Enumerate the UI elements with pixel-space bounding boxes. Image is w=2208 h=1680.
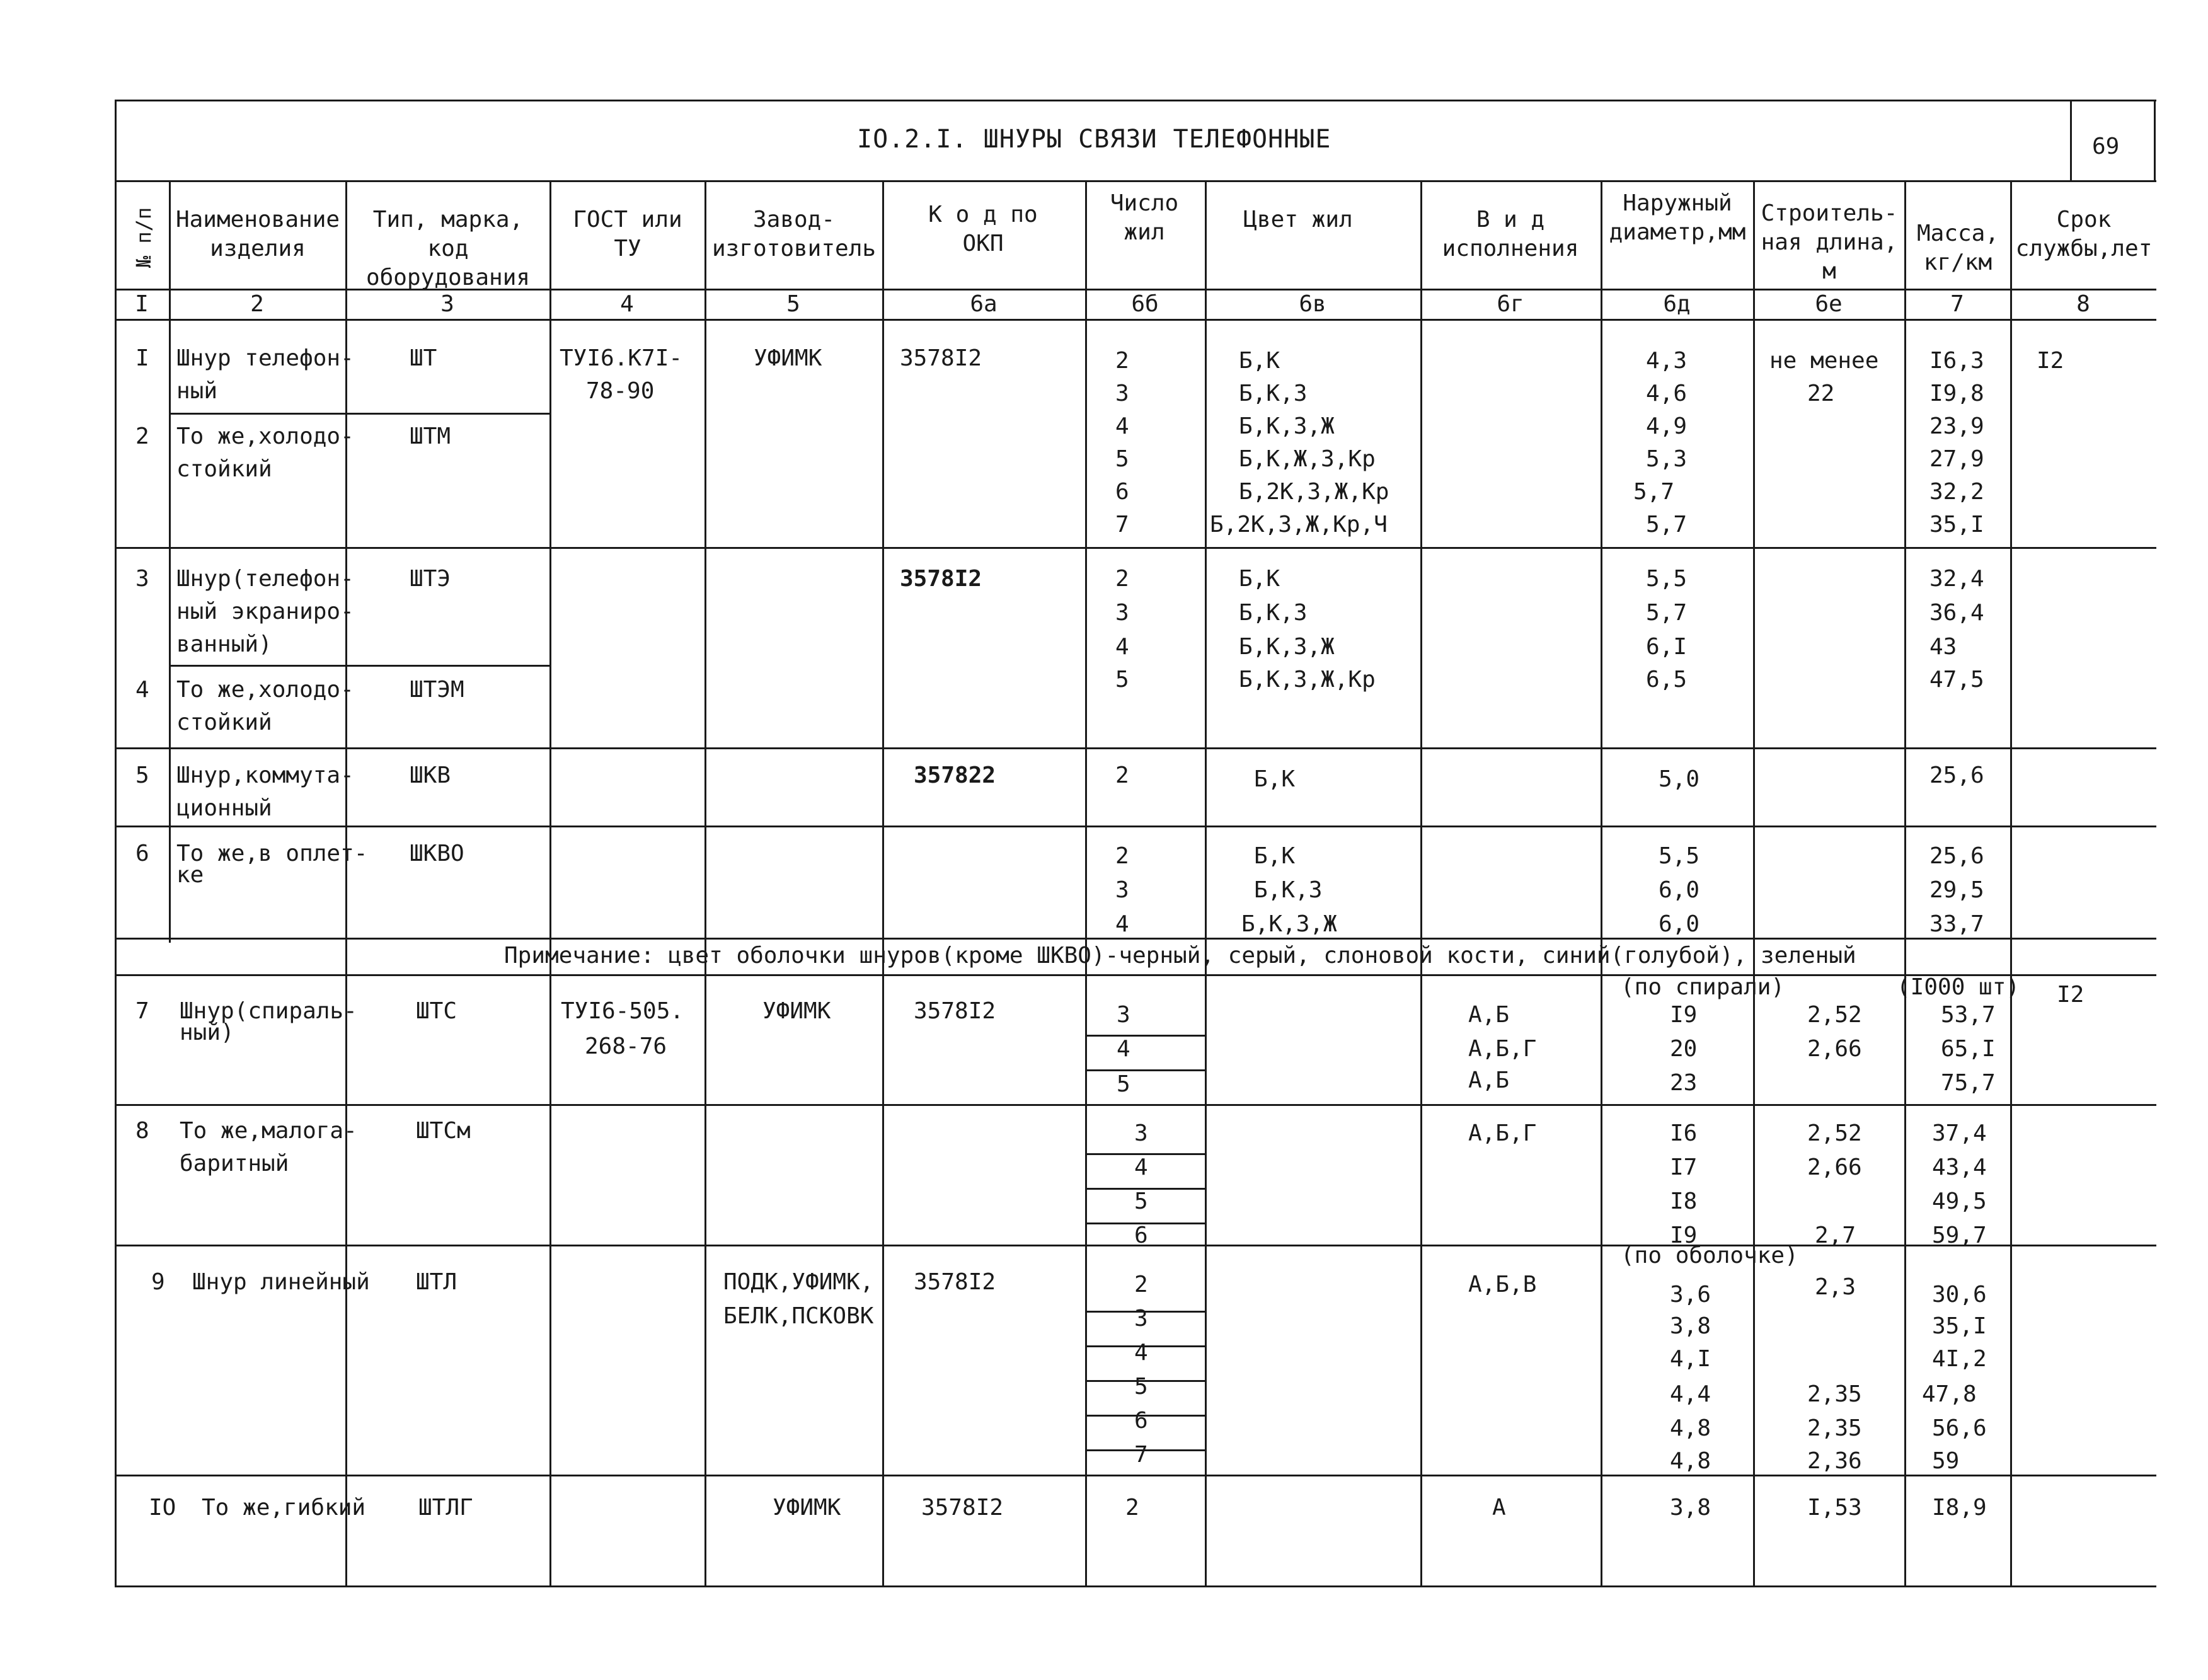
diameter: 3,6: [1670, 1282, 1711, 1308]
core-colors: Б,К,З,Ж: [1239, 413, 1335, 439]
diameter: 5,3: [1646, 446, 1688, 472]
mass: 47,5: [1929, 667, 1984, 693]
product-name: То же,холодо-: [176, 423, 354, 449]
product-type: ШТСм: [416, 1118, 471, 1144]
mass: 49,5: [1932, 1188, 1987, 1214]
execution: А,Б,Г: [1468, 1120, 1537, 1146]
diameter: 5,0: [1659, 766, 1700, 792]
column-divider: [1085, 180, 1087, 1585]
mass: 65,I: [1941, 1036, 1996, 1062]
row-num: 5: [135, 762, 149, 788]
core-colors: Б,К,Ж,З,Кр: [1239, 446, 1376, 472]
product-name: стойкий: [176, 710, 272, 735]
cores: 7: [1134, 1442, 1148, 1468]
product-type: ШТС: [416, 998, 457, 1024]
service-life: I2: [2057, 982, 2084, 1008]
row-num: 9: [151, 1269, 165, 1295]
column-divider: [1205, 180, 1207, 1585]
row-num: IO: [149, 1495, 176, 1521]
cores: 2: [1115, 348, 1129, 374]
top-border: [115, 100, 2156, 101]
column-divider: [345, 180, 347, 1585]
gost-code: 268-76: [585, 1033, 667, 1059]
mass: I9,8: [1929, 381, 1984, 406]
page-number-divider: [2070, 100, 2072, 181]
mass: 36,4: [1929, 600, 1984, 626]
colnum: 8: [2076, 291, 2090, 317]
column-divider: [1904, 180, 1906, 1585]
core-colors: Б,К: [1254, 766, 1296, 792]
mass: 30,6: [1932, 1282, 1987, 1308]
diameter: 6,0: [1659, 911, 1700, 937]
okp-code: 3578I2: [921, 1495, 1004, 1521]
product-name: Шнур,коммута-: [176, 762, 354, 788]
okp-code: 357822: [914, 762, 996, 788]
core-colors: Б,К,З: [1254, 877, 1323, 903]
header-cores: Число жил: [1110, 190, 1179, 245]
mass: I8,9: [1932, 1495, 1987, 1521]
product-type: ШКВ: [410, 762, 451, 788]
service-life: I2: [2037, 348, 2064, 374]
cores: 5: [1117, 1071, 1130, 1097]
title-bottom-border: [115, 180, 2156, 182]
diameter: 20: [1670, 1036, 1698, 1062]
core-colors: Б,К: [1254, 843, 1296, 869]
mass: 25,6: [1929, 843, 1984, 869]
diameter: 23: [1670, 1070, 1698, 1096]
diameter: 4,4: [1670, 1381, 1711, 1407]
mass: 32,2: [1929, 479, 1984, 505]
diameter: 6,5: [1646, 667, 1688, 693]
row-num: 7: [135, 998, 149, 1024]
row-separator: [115, 826, 2156, 827]
cores: 3: [1115, 381, 1129, 406]
header-name: Наименование изделия: [175, 207, 340, 262]
build-length: 2,52: [1807, 1120, 1862, 1146]
cores: 2: [1115, 566, 1129, 592]
execution: А,Б: [1468, 1067, 1510, 1093]
product-name: Шнур(телефон-: [176, 566, 354, 592]
cores: 4: [1134, 1340, 1148, 1366]
column-divider: [882, 180, 884, 1585]
diameter: 3,8: [1670, 1495, 1711, 1521]
core-colors: Б,К,З,Ж: [1239, 634, 1335, 660]
cores: 3: [1115, 877, 1129, 903]
diameter: I6: [1670, 1120, 1698, 1146]
diameter: 4,8: [1670, 1448, 1711, 1474]
product-name: То же,в оплет-: [176, 841, 368, 866]
diameter: 4,3: [1646, 348, 1688, 374]
execution: А,Б,В: [1468, 1272, 1537, 1297]
header-life: Срок службы,лет: [2015, 207, 2153, 262]
column-divider: [1753, 180, 1755, 1585]
cores: 5: [1115, 446, 1129, 472]
mass: 43,4: [1932, 1154, 1987, 1180]
header-exec: В и д исполнения: [1442, 207, 1579, 262]
product-name: То же,гибкий: [202, 1495, 366, 1521]
cores: 3: [1115, 600, 1129, 626]
build-length: не менее: [1769, 348, 1879, 374]
cores: 6: [1134, 1223, 1148, 1248]
product-name: То же,холодо-: [176, 677, 354, 703]
row-num: 2: [135, 423, 149, 449]
colnum: 6д: [1663, 291, 1691, 317]
mass: 27,9: [1929, 446, 1984, 472]
product-name: ке: [176, 862, 204, 888]
diameter: 5,7: [1646, 600, 1688, 626]
build-length: 2,7: [1815, 1223, 1856, 1248]
cores: 3: [1134, 1120, 1148, 1146]
column-divider: [1420, 180, 1422, 1585]
build-length: 2,35: [1807, 1415, 1862, 1441]
column-divider: [2010, 180, 2012, 1585]
colnum: 2: [250, 291, 264, 317]
okp-code: 3578I2: [900, 345, 982, 371]
diameter: I7: [1670, 1154, 1698, 1180]
row-num: 3: [135, 566, 149, 592]
okp-code: 3578I2: [914, 998, 996, 1024]
diameter: 5,7: [1646, 512, 1688, 538]
cores: 2: [1115, 762, 1129, 788]
mass: I6,3: [1929, 348, 1984, 374]
product-name: стойкий: [176, 456, 272, 482]
colnum: 4: [620, 291, 634, 317]
core-colors: Б,2К,З,Ж,Кр: [1239, 479, 1389, 505]
manufacturer: УФИМК: [754, 345, 822, 371]
diameter: I9: [1670, 1002, 1698, 1028]
cores: 4: [1115, 634, 1129, 660]
row-separator: [115, 747, 2156, 749]
okp-code: 3578I2: [900, 566, 982, 592]
execution: А,Б: [1468, 1002, 1510, 1028]
row-separator: [169, 665, 549, 667]
build-length: 2,3: [1815, 1274, 1856, 1300]
cores: 5: [1134, 1188, 1148, 1214]
diameter-note: (по спирали): [1621, 974, 1785, 1000]
left-border: [115, 100, 117, 1587]
column-divider: [549, 180, 551, 1585]
diameter: 4,8: [1670, 1415, 1711, 1441]
build-length: 22: [1807, 381, 1835, 406]
product-name: ный экраниро-: [176, 599, 354, 624]
product-type: ШТЛГ: [418, 1495, 473, 1521]
colnum: 6б: [1131, 291, 1159, 317]
core-colors: Б,К,З: [1239, 381, 1308, 406]
colnum: 6е: [1815, 291, 1843, 317]
header-color: Цвет жил: [1243, 207, 1353, 233]
diameter: 5,5: [1646, 566, 1688, 592]
core-colors: Б,К: [1239, 348, 1280, 374]
product-type: ШТЭМ: [410, 677, 464, 703]
mass: 29,5: [1929, 877, 1984, 903]
mass: 43: [1929, 634, 1957, 660]
product-type: ШТЛ: [416, 1269, 457, 1295]
core-colors: Б,К,З: [1239, 600, 1308, 626]
cores: 7: [1115, 512, 1129, 538]
build-length: 2,66: [1807, 1036, 1862, 1062]
product-name: Шнур телефон-: [176, 345, 354, 371]
table-title: IO.2.I. ШНУРЫ СВЯЗИ ТЕЛЕФОННЫЕ: [857, 125, 1331, 154]
gost-code: ТУI6-505.: [561, 998, 684, 1024]
row-separator: [115, 547, 2156, 549]
note-top-line: [115, 938, 2156, 940]
diameter: 3,8: [1670, 1313, 1711, 1339]
note-bottom-line: [115, 974, 2156, 976]
product-type: ШТ: [410, 345, 437, 371]
mass: 35,I: [1929, 512, 1984, 538]
mass: 32,4: [1929, 566, 1984, 592]
core-colors: Б,2К,З,Ж,Кр,Ч: [1210, 512, 1388, 538]
manufacturer: УФИМК: [773, 1495, 841, 1521]
diameter: 6,I: [1646, 634, 1688, 660]
page-number: 69: [2092, 134, 2120, 159]
manufacturer: ПОДК,УФИМК,: [723, 1269, 874, 1295]
column-divider: [1601, 180, 1602, 1585]
cores: 4: [1134, 1154, 1148, 1180]
header-gost: ГОСТ или ТУ: [573, 207, 682, 262]
mass: 23,9: [1929, 413, 1984, 439]
diameter: 5,5: [1659, 843, 1700, 869]
colnum: 6а: [970, 291, 998, 317]
core-colors: Б,К: [1239, 566, 1280, 592]
colnum: 3: [440, 291, 454, 317]
manufacturer: БЕЛК,ПСКОВК: [723, 1303, 874, 1329]
mass: 35,I: [1932, 1313, 1987, 1339]
header-num: № п/п: [132, 207, 156, 268]
mass: 59: [1932, 1448, 1960, 1474]
mass: 56,6: [1932, 1415, 1987, 1441]
cores: 6: [1115, 479, 1129, 505]
title-right-border: [2154, 100, 2156, 181]
build-length: I,53: [1807, 1495, 1862, 1521]
colnum: 5: [786, 291, 800, 317]
bottom-border: [115, 1585, 2156, 1587]
diameter-note: (по оболочке): [1621, 1243, 1798, 1269]
product-name: ный): [180, 1020, 234, 1045]
product-type: ШКВО: [410, 841, 464, 866]
core-colors: Б,К,З,Ж,Кр: [1239, 667, 1376, 693]
header-maker: Завод-изготовитель: [711, 207, 877, 262]
diameter: 4,9: [1646, 413, 1688, 439]
diameter: 4,I: [1670, 1346, 1711, 1372]
mass: 47,8: [1922, 1381, 1977, 1407]
product-name: Шнур линейный: [192, 1269, 370, 1295]
header-length: Строитель-ная длина, м: [1761, 200, 1898, 284]
product-name: ционный: [176, 795, 272, 821]
row-separator: [115, 1104, 2156, 1106]
cores: 3: [1134, 1306, 1148, 1332]
table-note: Примечание: цвет оболочки шнуров(кроме ШКВО)-черный, серый, слоновой кости, синий(голубой), зеленый: [504, 943, 1856, 969]
diameter: I8: [1670, 1188, 1698, 1214]
header-type: Тип, марка, код оборудования: [365, 207, 531, 291]
diameter: 6,0: [1659, 877, 1700, 903]
okp-code: 3578I2: [914, 1269, 996, 1295]
execution: А,Б,Г: [1468, 1036, 1537, 1062]
cores: 4: [1115, 413, 1129, 439]
product-type: ШТМ: [410, 423, 451, 449]
execution: А: [1492, 1495, 1506, 1521]
build-length: 2,52: [1807, 1002, 1862, 1028]
cores: 4: [1117, 1036, 1130, 1062]
cores: 2: [1134, 1272, 1148, 1297]
column-divider: [704, 180, 706, 1585]
core-colors: Б,К,З,Ж: [1241, 911, 1337, 937]
mass: 4I,2: [1932, 1346, 1987, 1372]
product-name: баритный: [180, 1151, 289, 1177]
colnum: 7: [1950, 291, 1964, 317]
cores: 3: [1117, 1002, 1130, 1028]
diameter: 4,6: [1646, 381, 1688, 406]
mass: 37,4: [1932, 1120, 1987, 1146]
mass: 33,7: [1929, 911, 1984, 937]
build-length: 2,36: [1807, 1448, 1862, 1474]
manufacturer: УФИМК: [762, 998, 831, 1024]
row-num: 8: [135, 1118, 149, 1144]
mass: 75,7: [1941, 1070, 1996, 1096]
header-mass: Масса, кг/км: [1916, 221, 1999, 275]
diameter: 5,7: [1633, 479, 1675, 505]
cores: 5: [1134, 1374, 1148, 1400]
gost-code: 78-90: [586, 378, 655, 404]
cores: 2: [1125, 1495, 1139, 1521]
header-okp: К о д по ОКП: [928, 202, 1038, 256]
product-name: ный: [176, 378, 218, 404]
product-name: Шнур(спираль-: [180, 998, 357, 1024]
build-length: 2,35: [1807, 1381, 1862, 1407]
mass: 59,7: [1932, 1223, 1987, 1248]
cores: 5: [1115, 667, 1129, 693]
cores-subline: [1085, 1035, 1205, 1037]
colnum: 6в: [1299, 291, 1326, 317]
product-name: То же,малога-: [180, 1118, 357, 1144]
row-num: 6: [135, 841, 149, 866]
product-type: ШТЭ: [410, 566, 451, 592]
gost-code: ТУI6.К7I-: [560, 345, 683, 371]
mass-note: (I000 шт): [1897, 974, 2020, 1000]
cores-subline: [1085, 1069, 1205, 1071]
mass: 53,7: [1941, 1002, 1996, 1028]
row-num: 4: [135, 677, 149, 703]
cores: 6: [1134, 1408, 1148, 1434]
diameter: I9: [1670, 1223, 1698, 1248]
row-separator: [169, 413, 549, 415]
mass: 25,6: [1929, 762, 1984, 788]
build-length: 2,66: [1807, 1154, 1862, 1180]
cores: 4: [1115, 911, 1129, 937]
colnum: I: [135, 291, 149, 317]
header-diam: Наружный диаметр,мм: [1609, 190, 1746, 245]
row-num: I: [135, 345, 149, 371]
product-name: ванный): [176, 631, 272, 657]
colnum: 6г: [1497, 291, 1524, 317]
cores: 2: [1115, 843, 1129, 869]
